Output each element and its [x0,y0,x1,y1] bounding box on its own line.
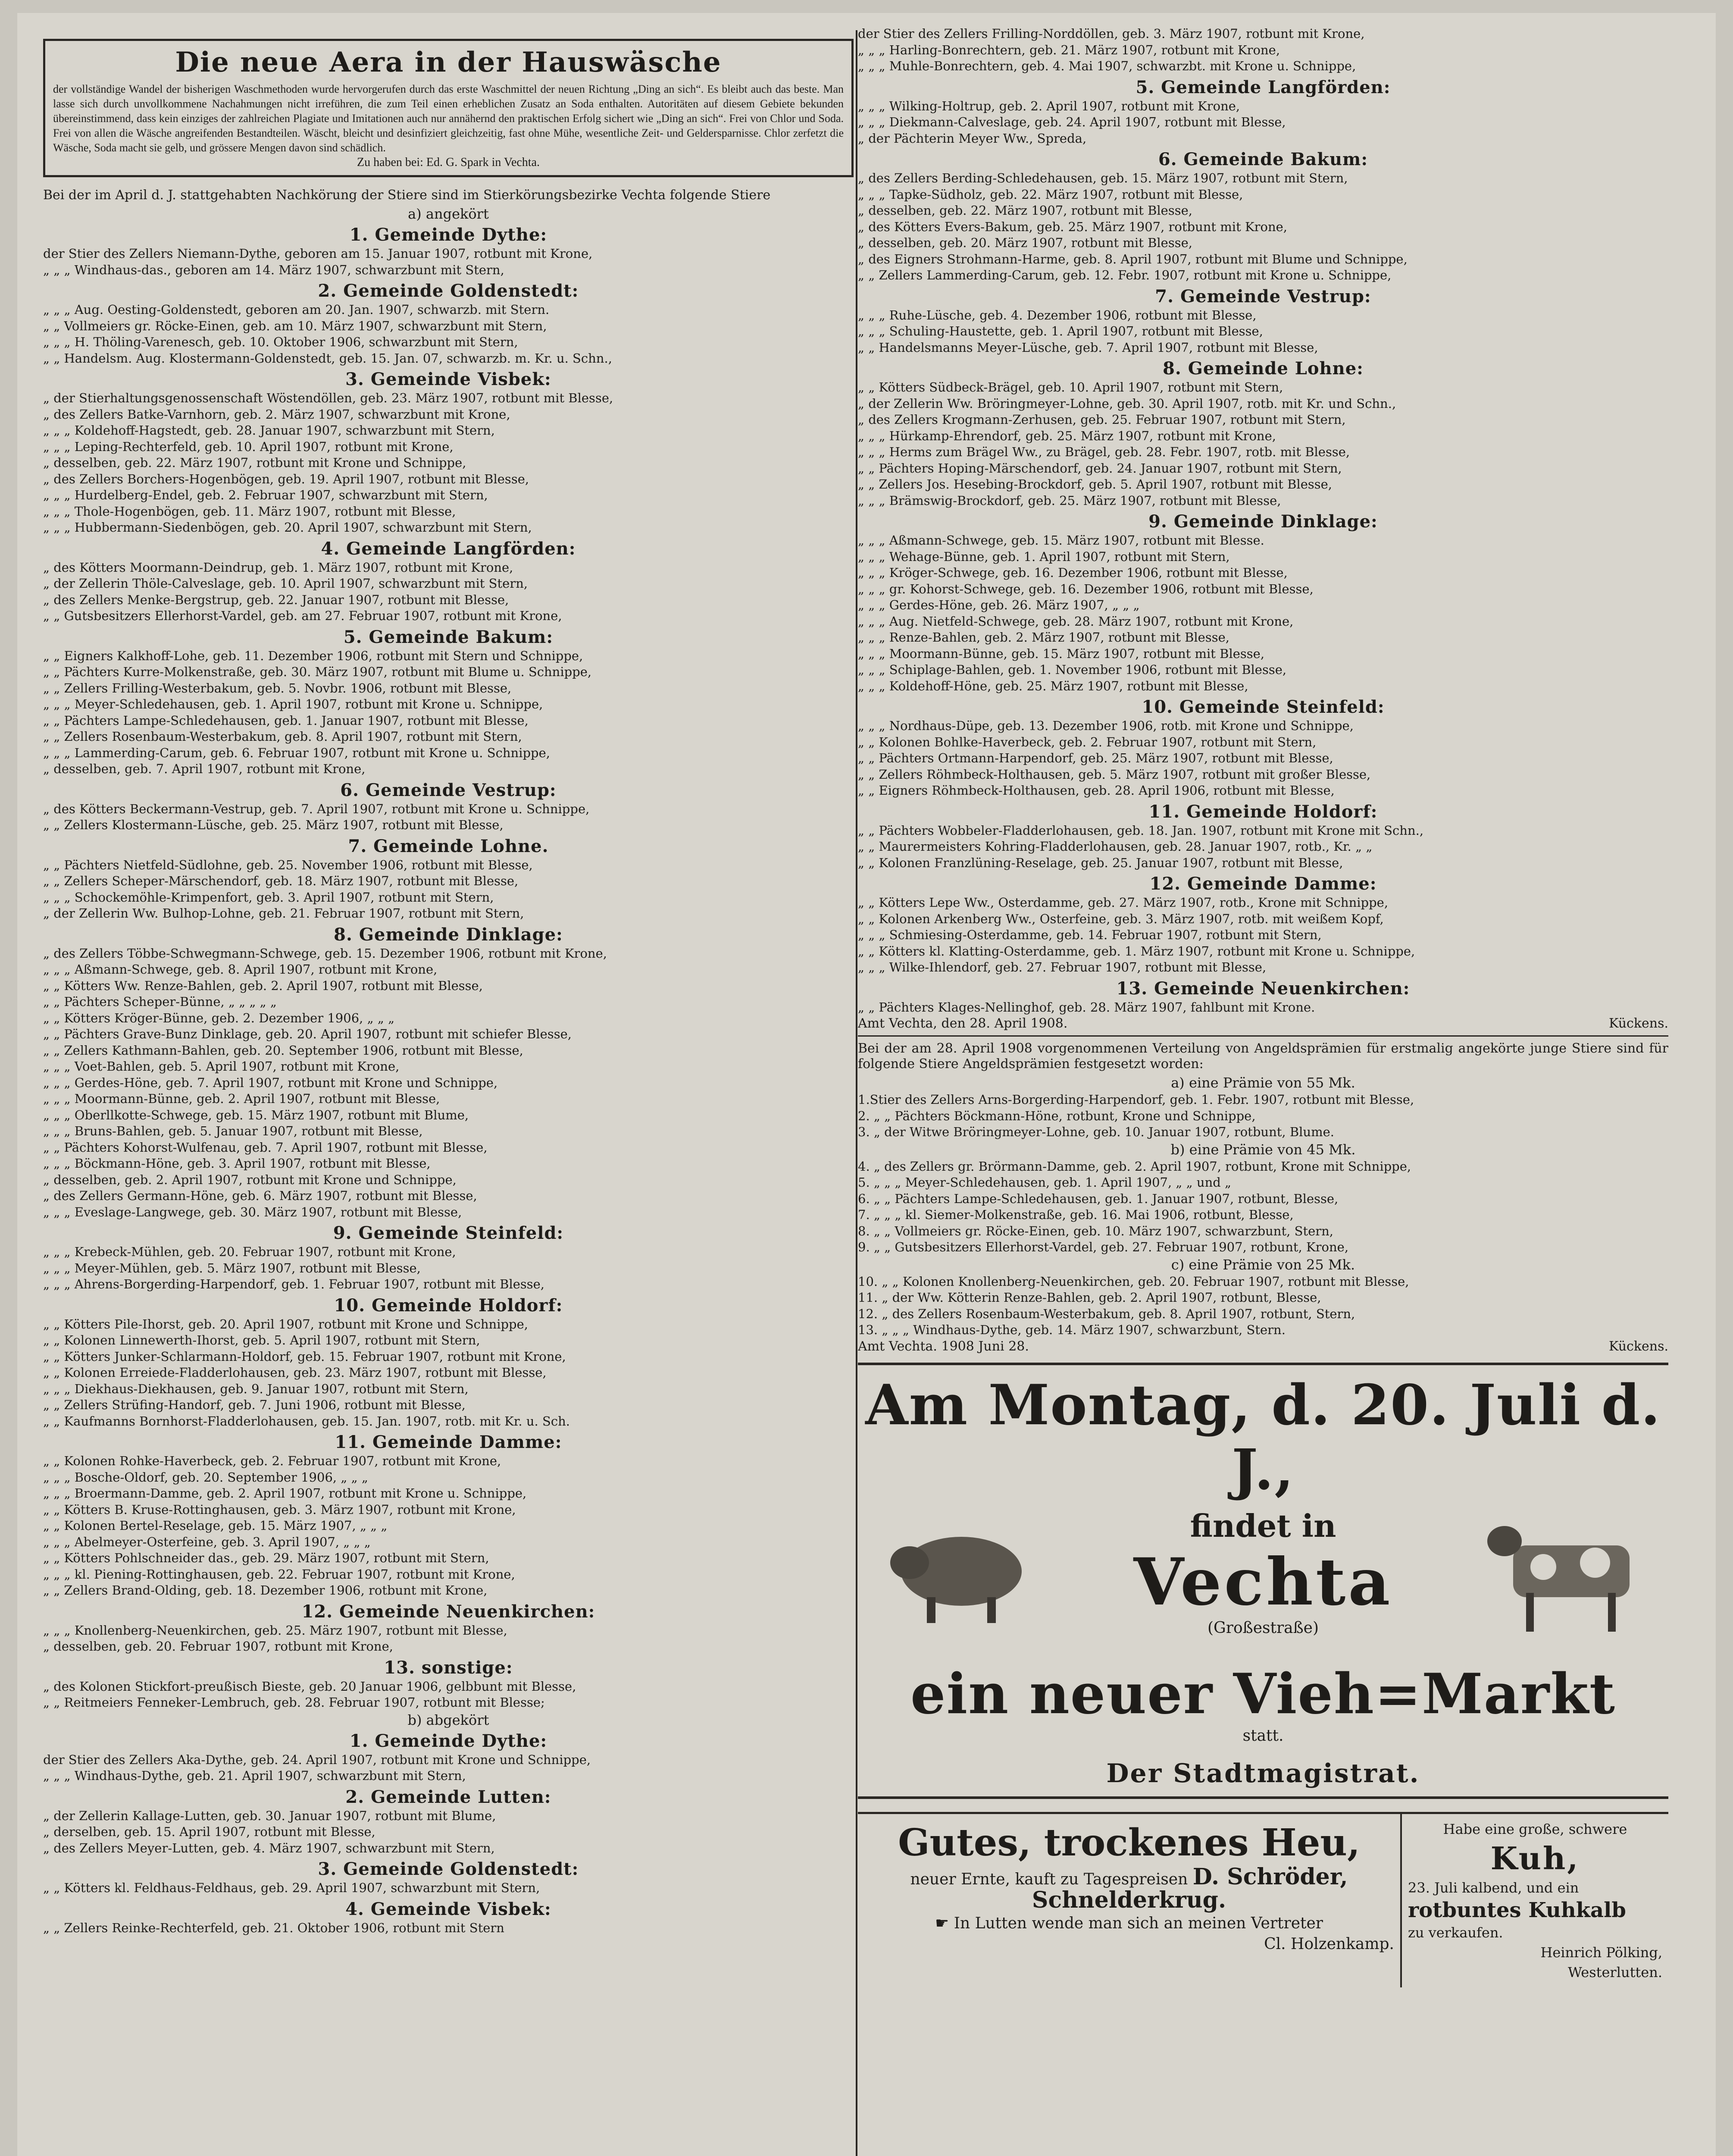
entry-line: „ „ Zellers Jos. Hesebing-Brockdorf, geb. 5. April 1907, rotbunt mit Blesse, [858,477,1333,492]
ad-heu [858,1814,1402,1987]
ad-kuh [1402,1814,1668,1987]
entry-line: „ der Zellerin Ww. Bulhop-Lohne, geb. 21. Februar 1907, rotbunt mit Stern, [43,906,524,921]
entry-line: „ „ „ Schiplage-Bahlen, geb. 1. November 1906, rotbunt mit Blesse, [858,662,1287,677]
entry-line: „ „ Kolonen Linnewerth-Ihorst, geb. 5. April 1907, rotbunt mit Stern, [43,1333,480,1348]
entry-line: „ der Zellerin Ww. Bröringmeyer-Lohne, geb. 30. April 1907, rotb. mit Kr. und Schn., [858,396,1396,411]
section-divider [858,1035,1668,1037]
entry-line: „ „ Zellers Strüfing-Handorf, geb. 7. Juni 1906, rotbunt mit Blesse, [43,1398,466,1412]
entry-line: „ „ Reitmeiers Fenneker-Lembruch, geb. 28. Februar 1907, rotbunt mit Blesse; [43,1695,545,1710]
entry-line: „ „ Kötters kl. Feldhaus-Feldhaus, geb. 29. April 1907, schwarzbunt mit Stern, [43,1880,540,1895]
entry-line: „ der Zellerin Thöle-Calveslage, geb. 10. April 1907, schwarzbunt mit Stern, [43,576,528,591]
section-heading: 9. Gemeinde Steinfeld: [333,1223,564,1243]
section-heading: 4. Gemeinde Langförden: [321,538,576,559]
entry-line: „ „ „ Hurdelberg-Endel, geb. 2. Februar 1907, schwarzbunt mit Stern, [43,488,488,502]
entry-line: „ „ Kötters B. Kruse-Rottinghausen, geb. 3. März 1907, rotbunt mit Krone, [43,1502,516,1517]
ad-heu-text: neuer Ernte, kauft zu Tagespreisen [910,1870,1188,1888]
column-divider [856,30,857,2156]
entry-line: 6. „ „ Pächters Lampe-Schledehausen, geb. 1. Januar 1907, rotbunt, Blesse, [858,1191,1339,1206]
praemien-intro: Bei der am 28. April 1908 vorgenommenen Verteilung von Angeldsprämien für erstmalig angekörte junge Stiere sind für folgende Stiere Angeldsprämien festgesetzt worden: [858,1041,1668,1072]
entry-line: „ „ Gutsbesitzers Ellerhorst-Vardel, geb. am 27. Februar 1907, rotbunt mit Krone, [43,608,562,623]
section-heading: 10. Gemeinde Steinfeld: [1142,697,1385,717]
subheading: a) eine Prämie von 55 Mk. [1171,1075,1355,1091]
entry-line: 13. „ „ „ Windhaus-Dythe, geb. 14. März 1907, schwarzbunt, Stern. [858,1322,1286,1337]
entry-line: „ „ Kötters Pile-Ihorst, geb. 20. April 1907, rotbunt mit Krone und Schnippe, [43,1316,528,1332]
section-heading: 11. Gemeinde Holdorf: [1148,801,1378,822]
entry-line: „ des Zellers Menke-Bergstrup, geb. 22. Januar 1907, rotbunt mit Blesse, [43,592,509,607]
entry-line: „ „ „ Harling-Bonrechtern, geb. 21. März 1907, rotbunt mit Krone, [858,42,1280,57]
section-heading: 8. Gemeinde Lohne: [1163,358,1364,379]
ad-kuh-mid: rotbuntes Kuhkalb [1408,1898,1626,1922]
entry-line: „ „ „ Bruns-Bahlen, geb. 5. Januar 1907, rotbunt mit Blesse, [43,1124,423,1138]
entry-line: „ „ „ Aßmann-Schwege, geb. 8. April 1907, rotbunt mit Krone, [43,962,438,977]
entry-line: „ „ Kötters Südbeck-Brägel, geb. 10. April 1907, rotbunt mit Stern, [858,380,1283,395]
entry-line: „ „ „ Thole-Hogenbögen, geb. 11. März 1907, rotbunt mit Blesse, [43,504,456,519]
entry-line: „ der Pächterin Meyer Ww., Spreda, [858,131,1087,146]
entry-line: „ „ Kolonen Bertel-Reselage, geb. 15. März 1907, „ „ „ [43,1518,388,1533]
entry-line: 11. „ der Ww. Kötterin Renze-Bahlen, geb. 2. April 1907, rotbunt, Blesse, [858,1290,1321,1305]
entry-line: „ „ „ Lammerding-Carum, geb. 6. Februar 1907, rotbunt mit Krone u. Schnippe, [43,745,550,760]
ad-heu-vertreter: Cl. Holzenkamp. [1264,1935,1394,1953]
section-heading: 2. Gemeinde Goldenstedt: [318,281,579,301]
newspaper-page [17,13,1716,2156]
entry-line: „ des Zellers Berding-Schledehausen, geb. 15. März 1907, rotbunt mit Stern, [858,171,1348,185]
entry-line: „ „ Pächters Lampe-Schledehausen, geb. 1. Januar 1907, rotbunt mit Blesse, [43,713,529,728]
entry-line: „ „ „ Muhle-Bonrechtern, geb. 4. Mai 1907, schwarzbt. mit Krone u. Schnippe, [858,59,1356,73]
section-heading: 1. Gemeinde Dythe: [349,225,547,245]
entry-line: „ „ Kötters Pohlschneider das., geb. 29. März 1907, rotbunt mit Stern, [43,1551,489,1565]
entry-line: „ „ Eigners Kalkhoff-Lohe, geb. 11. Dezember 1906, rotbunt mit Stern und Schnippe, [43,648,583,663]
entry-line: „ „ „ Leping-Rechterfeld, geb. 10. April 1907, rotbunt mit Krone, [43,439,454,454]
signature-2-name: Kückens. [1608,1338,1668,1354]
entry-line: „ „ „ Meyer-Schledehausen, geb. 1. April 1907, rotbunt mit Krone u. Schnippe, [43,697,543,711]
entry-line: „ „ Vollmeiers gr. Röcke-Einen, geb. am 10. März 1907, schwarzbunt mit Stern, [43,318,547,333]
ad-kuh-line2: 23. Juli kalbend, und ein [1408,1879,1579,1896]
entry-line: „ „ Pächters Ortmann-Harpendorf, geb. 25. März 1907, rotbunt mit Blesse, [858,751,1333,765]
section-heading: 7. Gemeinde Lohne. [348,836,549,856]
entry-line: „ „ „ Aug. Nietfeld-Schwege, geb. 28. März 1907, rotbunt mit Krone, [858,614,1294,629]
entry-line: „ „ Kötters Kröger-Bünne, geb. 2. Dezember 1906, „ „ „ [43,1010,395,1025]
ad-kuh-signer: Heinrich Pölking, [1540,1944,1662,1961]
entry-line: „ „ Kolonen Rohke-Haverbeck, geb. 2. Februar 1907, rotbunt mit Krone, [43,1454,501,1468]
ad-heu-name: D. Schröder, Schnelderkrug. [1032,1863,1348,1913]
entry-line: „ „ „ Wilke-Ihlendorf, geb. 27. Februar 1907, rotbunt mit Blesse, [858,960,1267,975]
entry-line: 8. „ „ Vollmeiers gr. Röcke-Einen, geb. 10. März 1907, schwarzbunt, Stern, [858,1223,1334,1238]
entry-line: „ „ Kolonen Erreiede-Fladderlohausen, geb. 23. März 1907, rotbunt mit Blesse, [43,1365,547,1380]
entry-line: „ „ „ Ruhe-Lüsche, geb. 4. Dezember 1906, rotbunt mit Blesse, [858,307,1257,323]
entry-line: „ „ Pächters Nietfeld-Südlohne, geb. 25. November 1906, rotbunt mit Blesse, [43,857,533,872]
entry-line: „ „ „ Hubbermann-Siedenbögen, geb. 20. April 1907, schwarzbunt mit Stern, [43,520,532,535]
entry-line: „ des Kötters Moormann-Deindrup, geb. 1. März 1907, rotbunt mit Krone, [43,560,513,575]
left-column [43,13,854,1936]
entry-line: „ „ Pächters Scheper-Bünne, „ „ „ „ „ [43,994,277,1009]
subheading: c) eine Prämie von 25 Mk. [1171,1256,1355,1273]
ad-viehmarkt-statt: statt. [1242,1727,1284,1745]
entry-line: „ „ Handelsmanns Meyer-Lüsche, geb. 7. April 1907, rotbunt mit Blesse, [858,340,1318,355]
entry-line: „ „ „ Renze-Bahlen, geb. 2. März 1907, rotbunt mit Blesse, [858,630,1229,645]
entry-line: „ desselben, geb. 22. März 1907, rotbunt mit Blesse, [858,203,1192,218]
entry-line: „ desselben, geb. 20. März 1907, rotbunt mit Blesse, [858,235,1192,250]
right-column [858,13,1668,1987]
koerung-subheading: a) angekört [408,206,489,222]
bottom-ads [858,1812,1668,1987]
entry-line: „ „ Kötters Junker-Schlarmann-Holdorf, geb. 15. Februar 1907, rotbunt mit Krone, [43,1349,566,1364]
entry-line: „ derselben, geb. 15. April 1907, rotbunt mit Blesse, [43,1824,375,1839]
entry-line: „ „ „ Koldehoff-Höne, geb. 25. März 1907, rotbunt mit Blesse, [858,678,1248,693]
left-entries [43,225,854,1936]
entry-line: „ „ Pächters Kurre-Molkenstraße, geb. 30. März 1907, rotbunt mit Blume u. Schnippe, [43,664,592,679]
entry-line: „ des Zellers Borchers-Hogenbögen, geb. 19. April 1907, rotbunt mit Blesse, [43,471,529,486]
entry-line: „ „ Pächters Wobbeler-Fladderlohausen, geb. 18. Jan. 1907, rotbunt mit Krone mit Schn., [858,823,1424,838]
entry-line: „ „ „ Diekmann-Calveslage, geb. 24. April 1907, rotbunt mit Blesse, [858,115,1286,129]
entry-line: „ „ „ Windhaus-Dythe, geb. 21. April 1907, schwarzbunt mit Stern, [43,1768,466,1783]
entry-line: „ „ „ Meyer-Mühlen, geb. 5. März 1907, rotbunt mit Blesse, [43,1260,421,1275]
entry-line: „ „ „ kl. Piening-Rottinghausen, geb. 22. Februar 1907, rotbunt mit Krone, [43,1567,515,1582]
ad-viehmarkt-city: Vechta [1133,1544,1393,1620]
section-heading: 2. Gemeinde Lutten: [345,1786,551,1807]
entry-line: „ „ Kötters Ww. Renze-Bahlen, geb. 2. April 1907, rotbunt mit Blesse, [43,978,483,993]
entry-line: 4. „ des Zellers gr. Brörmann-Damme, geb. 2. April 1907, rotbunt, Krone mit Schnippe, [858,1159,1411,1174]
entry-line: 5. „ „ „ Meyer-Schledehausen, geb. 1. April 1907, „ „ und „ [858,1175,1232,1190]
ad-viehmarkt [858,1363,1668,1799]
entry-line: „ desselben, geb. 22. März 1907, rotbunt mit Krone und Schnippe, [43,455,466,470]
signature-1 [858,1015,1668,1032]
entry-line: „ des Kolonen Stickfort-preußisch Bieste, geb. 20 Januar 1906, gelbbunt mit Blesse, [43,1679,576,1694]
entry-line: „ „ „ Knollenberg-Neuenkirchen, geb. 25. März 1907, rotbunt mit Blesse, [43,1623,507,1638]
signature-1-place: Amt Vechta, den 28. April 1908. [858,1016,1068,1031]
signature-2 [858,1338,1668,1355]
section-heading: 8. Gemeinde Dinklage: [334,924,563,945]
ad-viehmarkt-findet: findet in [1190,1507,1336,1544]
entry-line: „ „ „ Moormann-Bünne, geb. 2. April 1907, rotbunt mit Blesse, [43,1091,440,1106]
entry-line: „ „ „ Bosche-Oldorf, geb. 20. September 1906, „ „ „ [43,1470,368,1485]
entry-line: „ des Zellers Krogmann-Zerhusen, geb. 25. Februar 1907, rotbunt mit Stern, [858,412,1346,427]
signature-1-name: Kückens. [1608,1016,1668,1031]
entry-line: „ „ „ Schuling-Haustette, geb. 1. April 1907, rotbunt mit Blesse, [858,324,1263,338]
entry-line: „ „ Kolonen Bohlke-Haverbeck, geb. 2. Februar 1907, rotbunt mit Stern, [858,734,1317,749]
entry-line: „ „ „ Krebeck-Mühlen, geb. 20. Februar 1907, rotbunt mit Krone, [43,1244,456,1259]
right-entries [858,26,1668,1015]
ad-waesche [43,39,854,177]
entry-line: „ des Zellers Batke-Varnhorn, geb. 2. März 1907, schwarzbunt mit Krone, [43,407,510,422]
entry-line: „ „ „ Wehage-Bünne, geb. 1. April 1907, rotbunt mit Stern, [858,549,1230,564]
ad-waesche-title: Die neue Aera in der Hauswäsche [175,46,722,78]
entry-line: 2. „ „ Pächters Böckmann-Höne, rotbunt, Krone und Schnippe, [858,1108,1256,1123]
section-heading: 11. Gemeinde Damme: [335,1432,562,1452]
section-heading: 1. Gemeinde Dythe: [349,1730,547,1751]
entry-line: „ „ „ Hürkamp-Ehrendorf, geb. 25. März 1907, rotbunt mit Krone, [858,428,1276,443]
entry-line: „ „ „ Herms zum Brägel Ww., zu Brägel, geb. 28. Febr. 1907, rotb. mit Blesse, [858,445,1350,459]
entry-line: „ „ „ Windhaus-das., geboren am 14. März 1907, schwarzbunt mit Stern, [43,262,504,277]
ad-viehmarkt-illustration [858,1507,1668,1662]
entry-line: „ „ „ Nordhaus-Düpe, geb. 13. Dezember 1906, rotb. mit Krone und Schnippe, [858,718,1354,733]
section-heading: 10. Gemeinde Holdorf: [334,1295,563,1316]
ad-waesche-body: der vollständige Wandel der bisherigen Waschmethoden wurde hervorgerufen durch das erste Waschmittel der neuen Richtung „Ding an sich“. Es bleibt auch das beste. Man lasse sich durch unvollkommene Nachahmungen nicht irreführen, die zum Teil einen erheblichen Zusatz an Soda enthalten. Autoritäten auf diesem Gebiete bekunden übereinstimmend, dass kein einziges der zahlreichen Plagiate und Imitationen auch nur annähernd den praktischen Erfolg sichert wie „Ding an sich“. Frei von Chlor und Soda. Frei von allen die Wäsche angreifenden Bestandteilen. Wäscht, bleicht und desinfiziert gleichzeitig, fast ohne Mühe, wesentliche Zeit- und Geldersparnisse. Chlor zerfetzt die Wäsche, Soda macht sie gelb, und grössere Mengen davon sind schädlich. [53,83,844,154]
subheading: b) abgekört [407,1711,489,1728]
entry-line: „ „ Zellers Röhmbeck-Holthausen, geb. 5. März 1907, rotbunt mit großer Blesse, [858,767,1371,782]
entry-line: „ „ Zellers Rosenbaum-Westerbakum, geb. 8. April 1907, rotbunt mit Stern, [43,729,522,744]
ad-kuh-line1: Habe eine große, schwere [1443,1821,1627,1837]
entry-line: 9. „ „ Gutsbesitzers Ellerhorst-Vardel, geb. 27. Februar 1907, rotbunt, Krone, [858,1240,1349,1254]
entry-line: „ „ „ gr. Kohorst-Schwege, geb. 16. Dezember 1906, rotbunt mit Blesse, [858,581,1314,596]
entry-line: „ desselben, geb. 2. April 1907, rotbunt mit Krone und Schnippe, [43,1172,457,1187]
entry-line: „ „ Zellers Kathmann-Bahlen, geb. 20. September 1906, rotbunt mit Blesse, [43,1043,523,1058]
entry-line: 12. „ des Zellers Rosenbaum-Westerbakum, geb. 8. April 1907, rotbunt, Stern, [858,1306,1355,1321]
entry-line: der Stier des Zellers Aka-Dythe, geb. 24. April 1907, rotbunt mit Krone und Schnippe, [43,1752,591,1767]
ad-kuh-place: Westerlutten. [1567,1964,1662,1981]
entry-line: „ „ „ Gerdes-Höne, geb. 26. März 1907, „ „ „ [858,598,1140,612]
entry-line: „ der Zellerin Kallage-Lutten, geb. 30. Januar 1907, rotbunt mit Blume, [43,1808,496,1823]
ad-viehmarkt-headline: ein neuer Vieh=Markt [910,1661,1616,1727]
entry-line: 3. „ der Witwe Bröringmeyer-Lohne, geb. 10. Januar 1907, rotbunt, Blume. [858,1125,1334,1139]
entry-line: „ „ Zellers Scheper-Märschendorf, geb. 18. März 1907, rotbunt mit Blesse, [43,874,519,888]
section-heading: 6. Gemeinde Vestrup: [340,780,557,800]
entry-line: „ „ „ Eveslage-Langwege, geb. 30. März 1907, rotbunt mit Blesse, [43,1204,462,1219]
section-heading: 5. Gemeinde Langförden: [1136,77,1391,97]
entry-line: „ „ Zellers Klostermann-Lüsche, geb. 25. März 1907, rotbunt mit Blesse, [43,818,504,832]
entry-line: „ „ Pächters Hoping-Märschendorf, geb. 24. Januar 1907, rotbunt mit Stern, [858,461,1342,476]
section-heading: 12. Gemeinde Neuenkirchen: [301,1601,595,1622]
entry-line: 1.Stier des Zellers Arns-Borgerding-Harpendorf, geb. 1. Febr. 1907, rotbunt mit Blesse, [858,1092,1414,1107]
ad-waesche-footer: Zu haben bei: Ed. G. Spark in Vechta. [357,156,540,169]
section-heading: 3. Gemeinde Goldenstedt: [318,1859,579,1879]
entry-line: 7. „ „ „ kl. Siemer-Molkenstraße, geb. 16. Mai 1906, rotbunt, Blesse, [858,1207,1294,1222]
section-heading: 12. Gemeinde Damme: [1149,874,1377,894]
entry-line: „ „ Pächters Grave-Bunz Dinklage, geb. 20. April 1907, rotbunt mit schiefer Blesse, [43,1027,572,1041]
entry-line: „ „ „ Koldehoff-Hagstedt, geb. 28. Januar 1907, schwarzbunt mit Stern, [43,423,495,438]
entry-line: „ „ „ Broermann-Damme, geb. 2. April 1907, rotbunt mit Krone u. Schnippe, [43,1486,527,1501]
entry-line: „ des Zellers Meyer-Lutten, geb. 4. März 1907, schwarzbunt mit Stern, [43,1840,495,1855]
entry-line: „ „ „ Abelmeyer-Osterfeine, geb. 3. April 1907, „ „ „ [43,1534,371,1549]
entry-line: der Stier des Zellers Frilling-Norddöllen, geb. 3. März 1907, rotbunt mit Krone, [858,26,1365,41]
entry-line: „ „ Zellers Reinke-Rechterfeld, geb. 21. Oktober 1906, rotbunt mit Stern [43,1920,504,1935]
entry-line: „ „ „ Schmiesing-Osterdamme, geb. 14. Februar 1907, rotbunt mit Stern, [858,928,1322,942]
entry-line: „ „ Kaufmanns Bornhorst-Fladderlohausen, geb. 15. Jan. 1907, rotb. mit Kr. u. Sch. [43,1413,570,1429]
ad-viehmarkt-signer: Der Stadtmagistrat. [1106,1758,1420,1789]
entry-line: „ „ „ Brämswig-Brockdorf, geb. 25. März 1907, rotbunt mit Blesse, [858,493,1281,508]
entry-line: „ „ „ H. Thöling-Varenesch, geb. 10. Oktober 1906, schwarzbunt mit Stern, [43,335,518,349]
entry-line: „ „ „ Gerdes-Höne, geb. 7. April 1907, rotbunt mit Krone und Schnippe, [43,1075,498,1090]
section-heading: 3. Gemeinde Visbek: [345,369,551,389]
entry-line: „ „ Handelsm. Aug. Klostermann-Goldenstedt, geb. 15. Jan. 07, schwarzb. m. Kr. u. Schn., [43,351,612,366]
entry-line: „ „ „ Schockemöhle-Krimpenfort, geb. 3. April 1907, rotbunt mit Stern, [43,890,494,905]
entry-line: „ „ Zellers Brand-Olding, geb. 18. Dezember 1906, rotbunt mit Krone, [43,1583,488,1598]
signature-2-place: Amt Vechta. 1908 Juni 28. [858,1338,1029,1354]
entry-line: „ „ Pächters Kohorst-Wulfenau, geb. 7. April 1907, rotbunt mit Blesse, [43,1140,488,1155]
ad-kuh-line3: zu verkaufen. [1408,1924,1503,1941]
entry-line: „ „ „ Oberllkotte-Schwege, geb. 15. März 1907, rotbunt mit Blume, [43,1107,469,1122]
entry-line: „ „ „ Böckmann-Höne, geb. 3. April 1907, rotbunt mit Blesse, [43,1156,431,1171]
section-heading: 9. Gemeinde Dinklage: [1148,511,1378,532]
entry-line: „ „ Zellers Lammerding-Carum, geb. 12. Febr. 1907, rotbunt mit Krone u. Schnippe, [858,268,1392,282]
entry-line: „ „ Kötters Lepe Ww., Osterdamme, geb. 27. März 1907, rotb., Krone mit Schnippe, [858,895,1389,910]
entry-line: „ „ Pächters Klages-Nellinghof, geb. 28. März 1907, fahlbunt mit Krone. [858,1000,1315,1015]
entry-line: „ „ „ Aßmann-Schwege, geb. 15. März 1907, rotbunt mit Blesse. [858,533,1264,548]
koerung-intro: Bei der im April d. J. stattgehabten Nachkörung der Stiere sind im Stierkörungsbezirke Vechta folgende Stiere [43,188,771,203]
section-heading: 13. Gemeinde Neuenkirchen: [1116,978,1410,999]
entry-line: „ des Kötters Evers-Bakum, geb. 25. März 1907, rotbunt mit Krone, [858,219,1287,234]
entry-line: „ „ Kötters kl. Klatting-Osterdamme, geb. 1. März 1907, rotbunt mit Krone u. Schnippe, [858,943,1415,959]
cow-icon [1479,1507,1651,1645]
entry-line: „ „ „ Ahrens-Borgerding-Harpendorf, geb. 1. Februar 1907, rotbunt mit Blesse, [43,1277,545,1291]
entry-line: „ „ Zellers Frilling-Westerbakum, geb. 5. Novbr. 1906, rotbunt mit Blesse, [43,680,512,696]
entry-line: „ „ Eigners Röhmbeck-Holthausen, geb. 28. April 1906, rotbunt mit Blesse, [858,783,1335,798]
entry-line: „ „ Maurermeisters Kohring-Fladderlohausen, geb. 28. Januar 1907, rotb., Kr. „ „ [858,839,1373,854]
entry-line: „ „ Kolonen Arkenberg Ww., Osterfeine, geb. 3. März 1907, rotb. mit weißem Kopf, [858,911,1384,926]
entry-line: „ „ „ Aug. Oesting-Goldenstedt, geboren am 20. Jan. 1907, schwarzb. mit Stern. [43,302,550,317]
entry-line: „ „ „ Kröger-Schwege, geb. 16. Dezember 1906, rotbunt mit Blesse, [858,565,1288,580]
entry-line: „ des Zellers Germann-Höne, geb. 6. März 1907, rotbunt mit Blesse, [43,1188,477,1203]
entry-line: „ des Eigners Strohmann-Harme, geb. 8. April 1907, rotbunt mit Blume und Schnippe, [858,251,1408,266]
ad-kuh-big: Kuh, [1490,1839,1580,1877]
entry-line: „ desselben, geb. 7. April 1907, rotbunt mit Krone, [43,761,366,776]
entry-line: „ „ „ Moormann-Bünne, geb. 15. März 1907, rotbunt mit Blesse, [858,646,1265,661]
entry-line: „ „ „ Wilking-Holtrup, geb. 2. April 1907, rotbunt mit Krone, [858,98,1240,113]
ad-heu-title: Gutes, trockenes Heu, [898,1821,1360,1865]
entry-line: „ des Zellers Többe-Schwegmann-Schwege, geb. 15. Dezember 1906, rotbunt mit Krone, [43,946,607,961]
section-heading: 6. Gemeinde Bakum: [1158,149,1368,169]
section-heading: 4. Gemeinde Visbek: [345,1899,551,1919]
section-heading: 7. Gemeinde Vestrup: [1155,286,1371,307]
ad-viehmarkt-street: (Großestraße) [1207,1619,1319,1637]
entry-line: „ „ „ Voet-Bahlen, geb. 5. April 1907, rotbunt mit Krone, [43,1059,400,1074]
pointing-hand-icon: ☛ [935,1914,954,1932]
entry-line: „ „ „ Diekhaus-Diekhausen, geb. 9. Januar 1907, rotbunt mit Stern, [43,1381,469,1396]
ad-viehmarkt-date: Am Montag, d. 20. Juli d. J., [865,1373,1661,1502]
entry-line: der Stier des Zellers Niemann-Dythe, geboren am 15. Januar 1907, rotbunt mit Krone, [43,246,593,261]
section-heading: 5. Gemeinde Bakum: [343,627,554,647]
entry-line: „ „ Kolonen Franzlüning-Reselage, geb. 25. Januar 1907, rotbunt mit Blesse, [858,855,1343,870]
entry-line: „ des Kötters Beckermann-Vestrup, geb. 7. April 1907, rotbunt mit Krone u. Schnippe, [43,801,590,816]
entry-line: „ „ „ Tapke-Südholz, geb. 22. März 1907, rotbunt mit Blesse, [858,187,1243,202]
praemien-entries [858,1075,1668,1338]
ad-heu-text2: In Lutten wende man sich an meinen Vertreter [954,1914,1323,1932]
entry-line: 10. „ „ Kolonen Knollenberg-Neuenkirchen, geb. 20. Februar 1907, rotbunt mit Blesse, [858,1274,1409,1289]
section-heading: 13. sonstige: [384,1657,513,1678]
entry-line: „ desselben, geb. 20. Februar 1907, rotbunt mit Krone, [43,1639,393,1654]
subheading: b) eine Prämie von 45 Mk. [1170,1141,1356,1158]
entry-line: „ der Stierhaltungsgenossenschaft Wöstendöllen, geb. 23. März 1907, rotbunt mit Blesse, [43,391,613,405]
